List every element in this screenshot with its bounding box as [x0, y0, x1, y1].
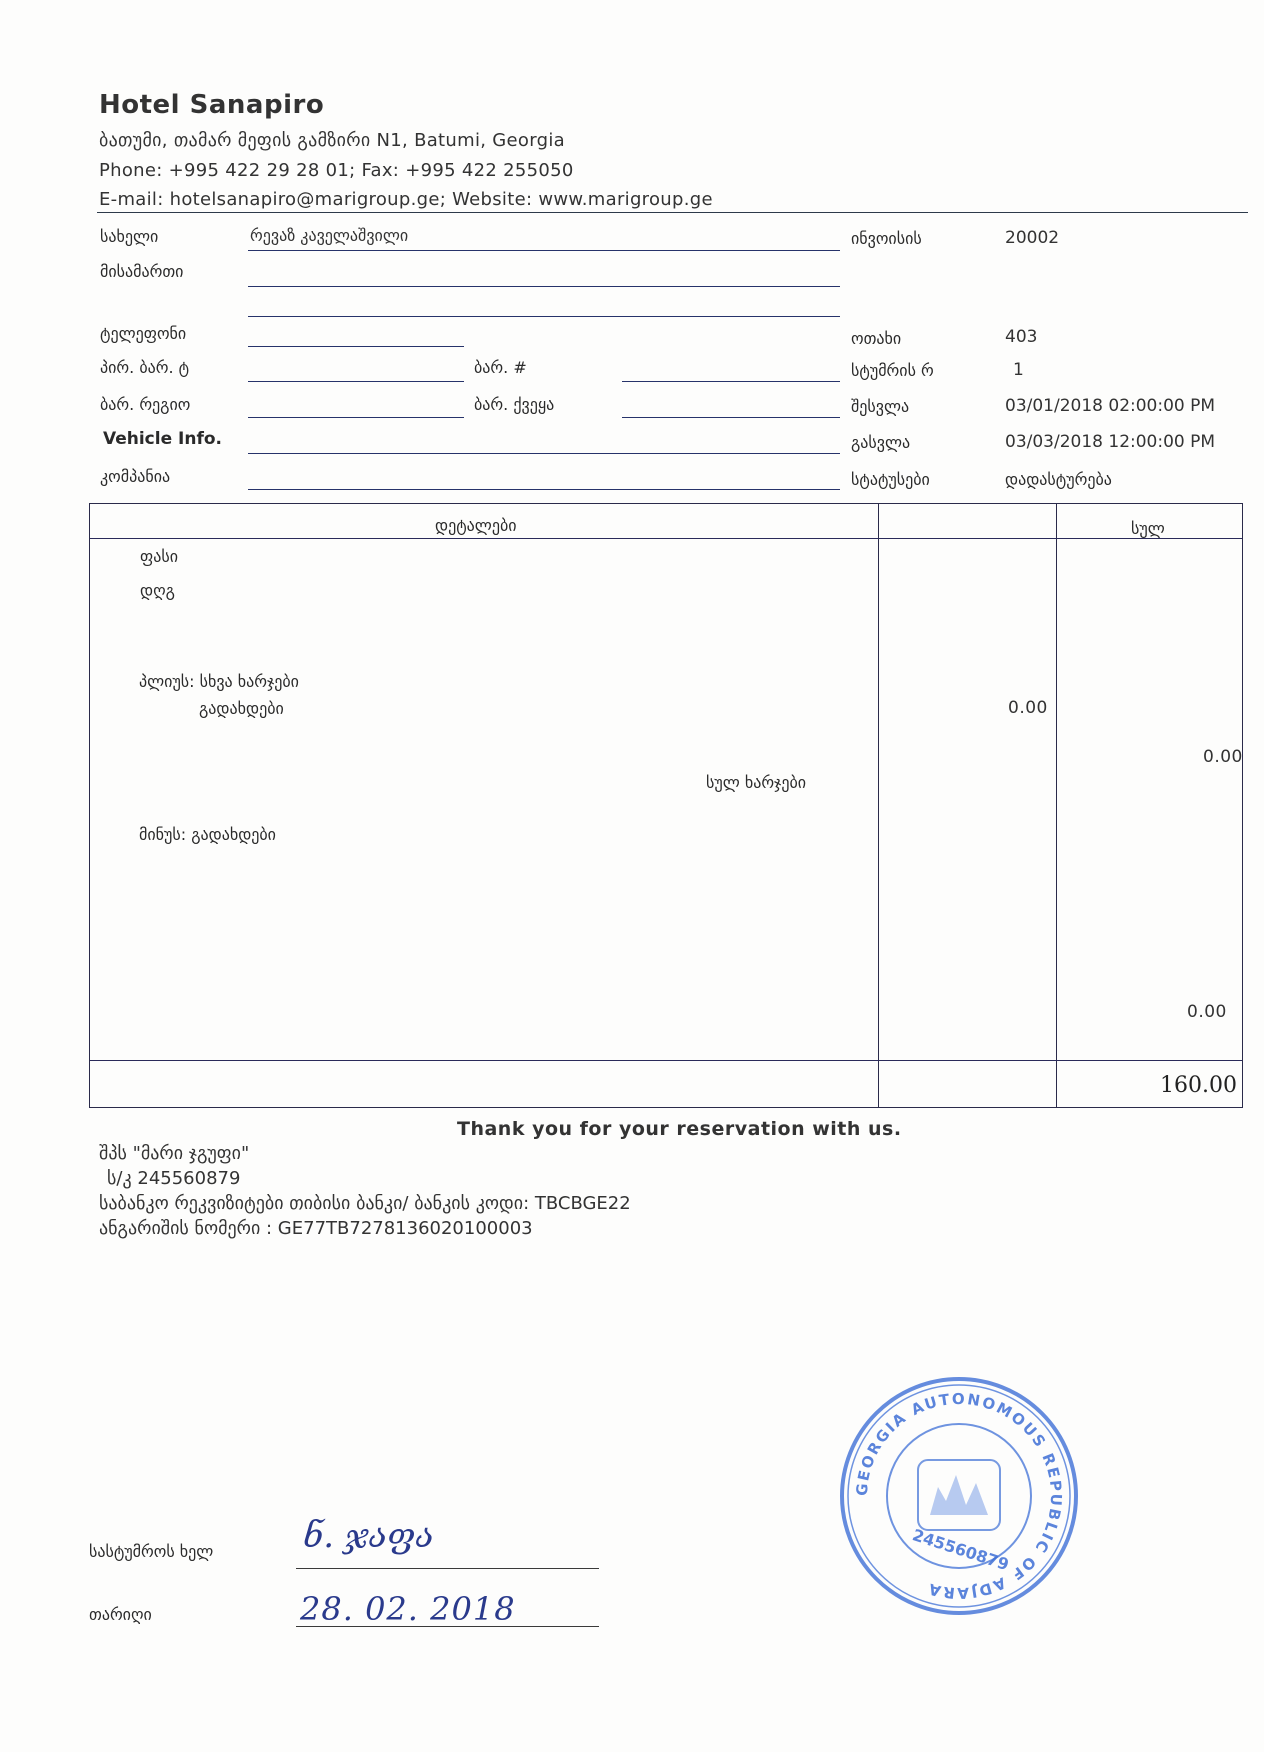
- hotel-address: ბათუმი, თამარ მეფის გამზირი N1, Batumi, Georgia: [99, 130, 565, 151]
- payments-row-label: გადახდები: [199, 699, 284, 718]
- minus-payments-value: 0.00: [1187, 1002, 1227, 1022]
- tax-id: ს/კ 245560879: [107, 1168, 241, 1189]
- card-country-label: ბარ. ქვეყა: [474, 395, 555, 414]
- bank-details: საბანკო რეკვიზიტები თიბისი ბანკი/ ბანკის კოდი: TBCBGE22: [99, 1193, 631, 1214]
- stamp-number: 245560879: [910, 1525, 1012, 1575]
- guest-id-line: [248, 381, 464, 382]
- details-column-header: დეტალები: [435, 516, 517, 535]
- card-country-line: [622, 417, 840, 418]
- guest-name-label: სახელი: [100, 227, 159, 246]
- price-row-label: ფასი: [140, 547, 178, 566]
- company-stamp: [838, 1375, 1080, 1617]
- company-legal-name: შპს "მარი ჯგუფი": [99, 1143, 250, 1164]
- company-label: კომპანია: [100, 467, 171, 486]
- guest-name-value: რევაზ კაველაშვილი: [250, 226, 409, 245]
- charges-table: [89, 503, 1243, 1108]
- room-number: 403: [1005, 327, 1038, 347]
- plus-other-charges-label: პლიუს: სხვა ხარჯები: [139, 672, 299, 691]
- date-line: [296, 1626, 599, 1627]
- thank-you-message: Thank you for your reservation with us.: [457, 1118, 902, 1140]
- hotel-email-website: E-mail: hotelsanapiro@marigroup.ge; Website: www.marigroup.ge: [99, 189, 713, 210]
- hotel-signature-label: სასტუმროს ხელ: [89, 1542, 214, 1561]
- table-divider-1: [878, 504, 879, 1107]
- total-column-header: სულ: [1131, 519, 1165, 538]
- guest-phone-label: ტელეფონი: [100, 324, 187, 343]
- checkin-label: შესვლა: [851, 397, 910, 416]
- signature-handwriting: ნ. ჯაფა: [303, 1516, 434, 1556]
- minus-payments-label: მინუს: გადახდები: [139, 825, 276, 844]
- vat-row-label: დღგ: [140, 581, 175, 600]
- hotel-name: Hotel Sanapiro: [99, 90, 325, 120]
- invoice-number: 20002: [1005, 228, 1060, 248]
- table-footer-line: [90, 1060, 1242, 1061]
- checkout-label: გასვლა: [851, 433, 911, 452]
- guests-count: 1: [1013, 360, 1024, 380]
- header-divider: [97, 212, 1248, 213]
- card-region-line: [248, 417, 464, 418]
- card-number-label: ბარ. #: [474, 358, 527, 377]
- card-number-line: [622, 381, 840, 382]
- room-label: ოთახი: [851, 329, 902, 348]
- guest-address-label: მისამართი: [100, 262, 184, 281]
- hotel-phone-fax: Phone: +995 422 29 28 01; Fax: +995 422 255050: [99, 160, 574, 181]
- table-header-line: [90, 538, 1242, 539]
- vehicle-info-label: Vehicle Info.: [103, 429, 222, 449]
- company-line: [248, 489, 840, 490]
- date-label: თარიღი: [89, 1605, 152, 1624]
- bank-account: ანგარიშის ნომერი : GE77TB7278136020100003: [99, 1218, 533, 1239]
- total-charges-value: 0.00: [1203, 747, 1243, 767]
- invoice-label: ინვოისის: [851, 229, 922, 248]
- checkin-date: 03/01/2018 02:00:00 PM: [1005, 396, 1216, 416]
- guest-name-line: [248, 250, 840, 251]
- table-divider-2: [1056, 504, 1057, 1107]
- status-value: დადასტურება: [1005, 470, 1112, 489]
- guest-id-label: პირ. ბარ. ტ: [100, 358, 190, 377]
- vehicle-info-line: [248, 453, 840, 454]
- guest-address-line-2: [248, 316, 840, 317]
- status-label: სტატუსები: [851, 470, 930, 489]
- payments-value: 0.00: [1008, 698, 1048, 718]
- checkout-date: 03/03/2018 12:00:00 PM: [1005, 432, 1216, 452]
- stamp-outer-text: GEORGIA AUTONOMOUS REPUBLIC OF ADJARA: [852, 1389, 1066, 1603]
- guest-address-line-1: [248, 286, 840, 287]
- grand-total: 160.00: [1160, 1073, 1237, 1098]
- total-charges-label: სულ ხარჯები: [706, 773, 807, 792]
- signature-line: [296, 1568, 599, 1569]
- guest-phone-line: [248, 346, 464, 347]
- guests-count-label: სტუმრის რ: [851, 361, 934, 380]
- card-region-label: ბარ. რეგიო: [100, 395, 191, 414]
- handwritten-date: 28. 02. 2018: [300, 1590, 516, 1628]
